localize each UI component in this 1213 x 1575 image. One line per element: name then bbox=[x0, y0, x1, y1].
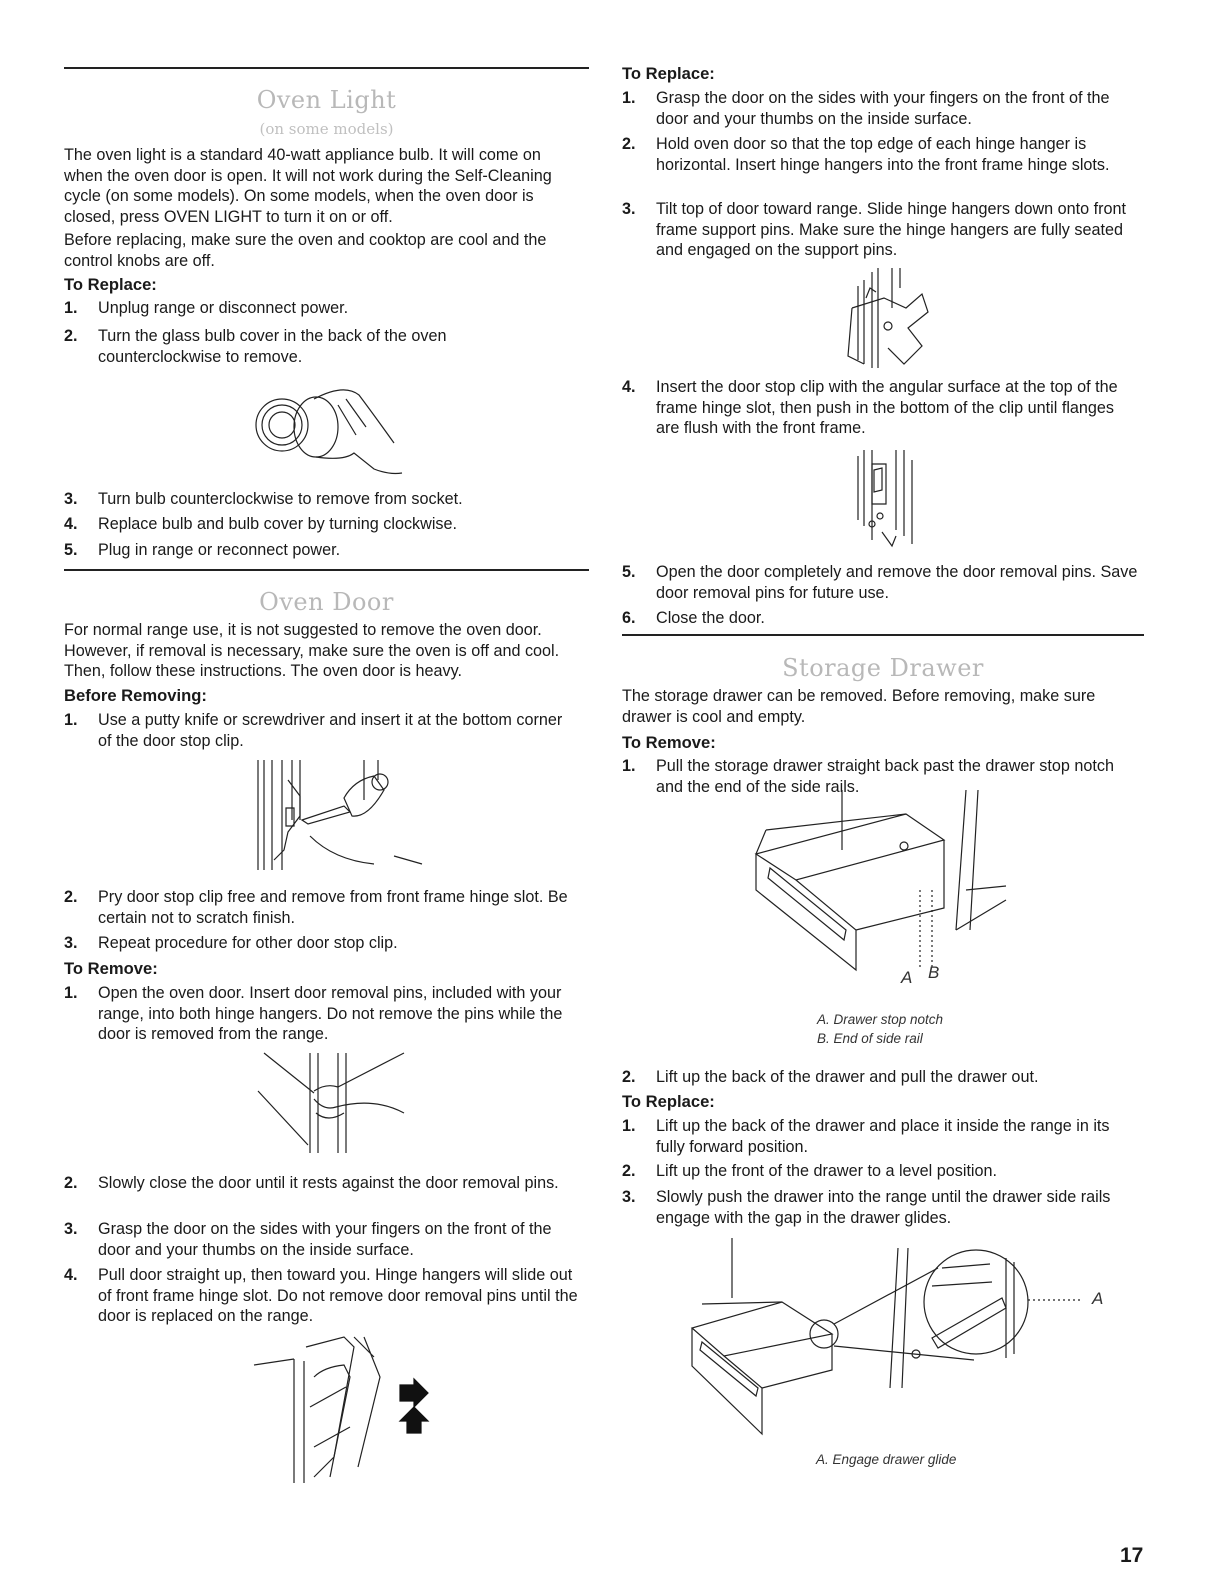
oven-light-title: Oven Light bbox=[256, 86, 397, 114]
figure-label-b: B bbox=[928, 963, 940, 982]
oven-door-intro: For normal range use, it is not suggested to remove the oven door. However, if removal is necessary, make sure the oven is off and cool. Then, follow these instructions. The oven door is heavy. bbox=[64, 621, 560, 680]
figure-caption: B. End of side rail bbox=[817, 1031, 923, 1046]
drawer-glide-illustration bbox=[662, 1238, 1102, 1438]
storage-drawer-intro: The storage drawer can be removed. Before removing, make sure drawer is cool and empty. bbox=[622, 687, 1096, 726]
figure-caption: A. Engage drawer glide bbox=[816, 1452, 957, 1467]
section-divider bbox=[64, 569, 589, 571]
door-stop-clip-illustration bbox=[852, 450, 922, 550]
figure-caption: A. Drawer stop notch bbox=[817, 1012, 944, 1027]
oven-light-replace-heading: To Replace: bbox=[64, 275, 157, 294]
oven-door-title: Oven Door bbox=[259, 588, 394, 616]
oven-light-before: Before replacing, make sure the oven and cooktop are cool and the control knobs are off. bbox=[64, 231, 547, 270]
page-number: 17 bbox=[1120, 1544, 1144, 1567]
drawer-replace-heading: To Replace: bbox=[622, 1092, 715, 1111]
door-lift-illustration bbox=[254, 1337, 454, 1483]
section-divider bbox=[64, 67, 589, 69]
before-removing-heading: Before Removing: bbox=[64, 686, 207, 705]
storage-drawer-title: Storage Drawer bbox=[782, 654, 984, 682]
oven-light-subtitle: (on some models) bbox=[259, 120, 394, 138]
drawer-removal-illustration bbox=[756, 790, 1016, 990]
figure-label-a: A bbox=[901, 968, 913, 987]
to-remove-heading: To Remove: bbox=[64, 959, 158, 978]
hinge-hanger-illustration bbox=[844, 268, 934, 368]
bulb-cover-illustration bbox=[254, 375, 414, 480]
oven-light-intro: The oven light is a standard 40-watt appliance bulb. It will come on when the oven door is open. It will not work during the Self-Cleaning cycle (on some models). On some models, when the oven door is closed, press OVEN LIGHT to turn it on or off. bbox=[64, 146, 552, 226]
section-divider bbox=[622, 634, 1144, 636]
drawer-remove-heading: To Remove: bbox=[622, 733, 716, 752]
screwdriver-clip-illustration bbox=[254, 760, 474, 875]
to-replace-heading: To Replace: bbox=[622, 64, 715, 83]
door-removal-pin-illustration bbox=[254, 1053, 414, 1153]
figure-label-a: A bbox=[1092, 1289, 1104, 1308]
